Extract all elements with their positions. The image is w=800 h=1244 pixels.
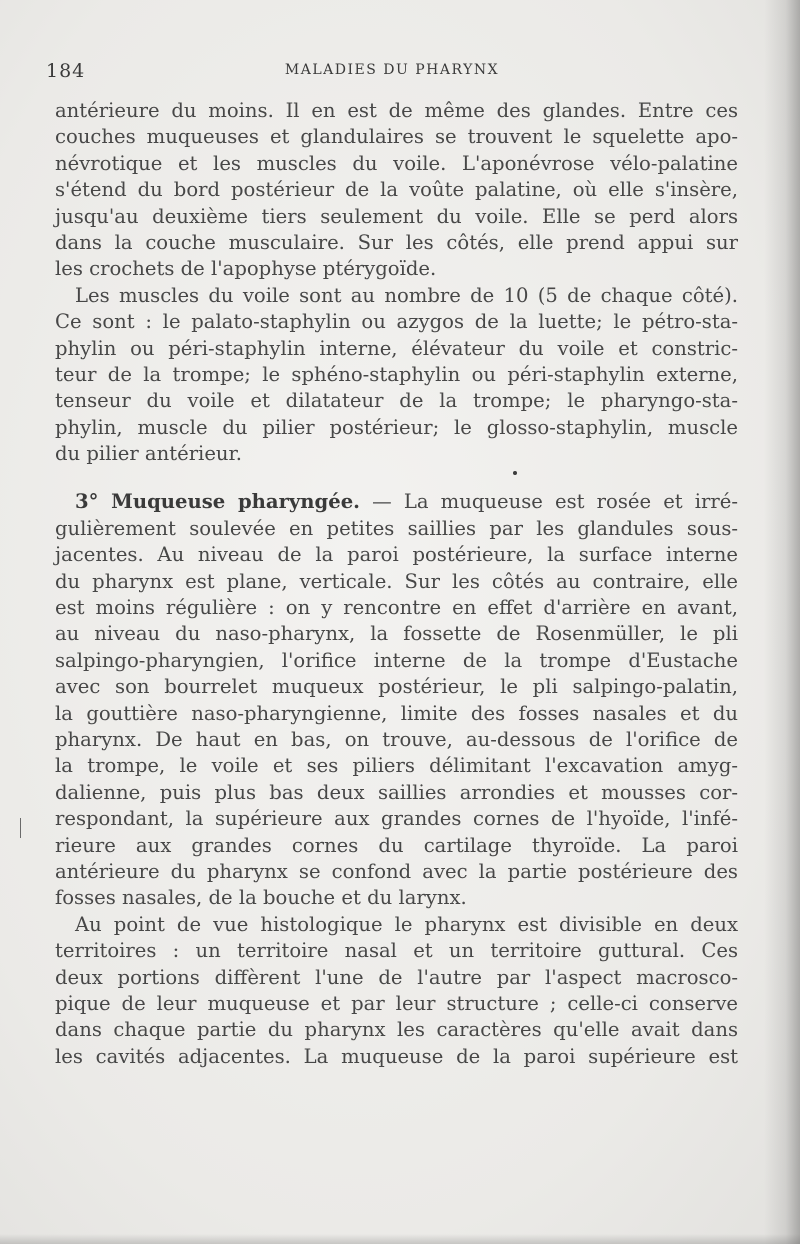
text-line: jusqu'au deuxième tiers seulement du voile. Elle se perd alors (55, 204, 738, 228)
paragraph-1 (55, 98, 738, 283)
text-line: phylin, muscle du pilier postérieur; le glosso-staphylin, muscle (55, 415, 738, 439)
text-line: territoires : un territoire nasal et un territoire guttural. Ces (55, 939, 738, 963)
page-number: 184 (46, 60, 86, 82)
text-line: couches muqueuses et glandulaires se trouvent le squelette apo- (55, 125, 738, 149)
page-bottom-shadow (0, 1234, 800, 1244)
section-first-line (55, 489, 738, 515)
text-line: est moins régulière : on y rencontre en effet d'arrière en avant, (55, 596, 738, 620)
body-text (55, 98, 738, 1070)
text-line: du pilier antérieur. (55, 442, 242, 466)
text-line: fosses nasales, de la bouche et du larynx. (55, 886, 467, 910)
text-line: pique de leur muqueuse et par leur structure ; celle-ci conserve (55, 991, 738, 1015)
margin-mark (20, 818, 21, 838)
text-line: dans la couche musculaire. Sur les côtés, elle prend appui sur (55, 230, 738, 254)
text-line: respondant, la supérieure aux grandes cornes de l'hyoïde, l'infé- (55, 807, 738, 831)
text-line: dalienne, puis plus bas deux saillies arrondies et mousses cor- (55, 780, 738, 804)
text-line: Au point de vue histologique le pharynx est divisible en deux (75, 912, 738, 936)
ink-speck (55, 467, 738, 489)
text-line: phylin ou péri-staphylin interne, élévateur du voile et constric- (55, 336, 738, 360)
text-line: au niveau du naso-pharynx, la fossette de Rosenmüller, le pli (55, 622, 738, 646)
text-line: rieure aux grandes cornes du cartilage thyroïde. La paroi (55, 833, 738, 857)
text-line: Ce sont : le palato-staphylin ou azygos de la luette; le pétro-sta- (55, 310, 738, 334)
section-heading: 3° Muqueuse pharyngée. (75, 490, 361, 514)
text-line: du pharynx est plane, verticale. Sur les côtés au contraire, elle (55, 569, 738, 593)
paragraph-3 (55, 489, 738, 911)
text-line: teur de la trompe; le sphéno-staphylin ou péri-staphylin externe, (55, 362, 738, 386)
text-line: la gouttière naso-pharyngienne, limite des fosses nasales et du (55, 701, 738, 725)
paragraph-2 (55, 283, 738, 468)
running-head: MALADIES DU PHARYNX (284, 62, 500, 78)
page-gutter-shadow (764, 0, 800, 1244)
text-line: deux portions diffèrent l'une de l'autre par l'aspect macrosco- (55, 965, 738, 989)
text-line: avec son bourrelet muqueux postérieur, le pli salpingo-palatin, (55, 675, 738, 699)
text-line: tenseur du voile et dilatateur de la trompe; le pharyngo-sta- (55, 389, 738, 413)
text-line: antérieure du moins. Il en est de même des glandes. Entre ces (55, 99, 738, 122)
text-line: salpingo-pharyngien, l'orifice interne de la trompe d'Eustache (55, 648, 738, 672)
text-line: Les muscles du voile sont au nombre de 10 (5 de chaque côté). (75, 283, 738, 307)
text-line: dans chaque partie du pharynx les caractères qu'elle avait dans (55, 1018, 738, 1042)
text-line: antérieure du pharynx se confond avec la partie postérieure des (55, 859, 738, 883)
text-line: gulièrement soulevée en petites saillies par les glandules sous- (55, 516, 738, 540)
page-header (46, 60, 738, 86)
section-first-line-text: — La muqueuse est rosée et irré- (360, 490, 739, 514)
text-line: les cavités adjacentes. La muqueuse de la paroi supérieure est (55, 1044, 738, 1068)
text-line: s'étend du bord postérieur de la voûte palatine, où elle s'insère, (55, 178, 738, 202)
text-line: les crochets de l'apophyse ptérygoïde. (55, 257, 437, 281)
text-line: névrotique et les muscles du voile. L'aponévrose vélo-palatine (55, 151, 738, 175)
text-line: jacentes. Au niveau de la paroi postérieure, la surface interne (55, 543, 738, 567)
paragraph-4 (55, 912, 738, 1070)
text-line: la trompe, le voile et ses piliers délimitant l'excavation amyg- (55, 754, 738, 778)
text-line: pharynx. De haut en bas, on trouve, au-dessous de l'orifice de (55, 727, 738, 751)
